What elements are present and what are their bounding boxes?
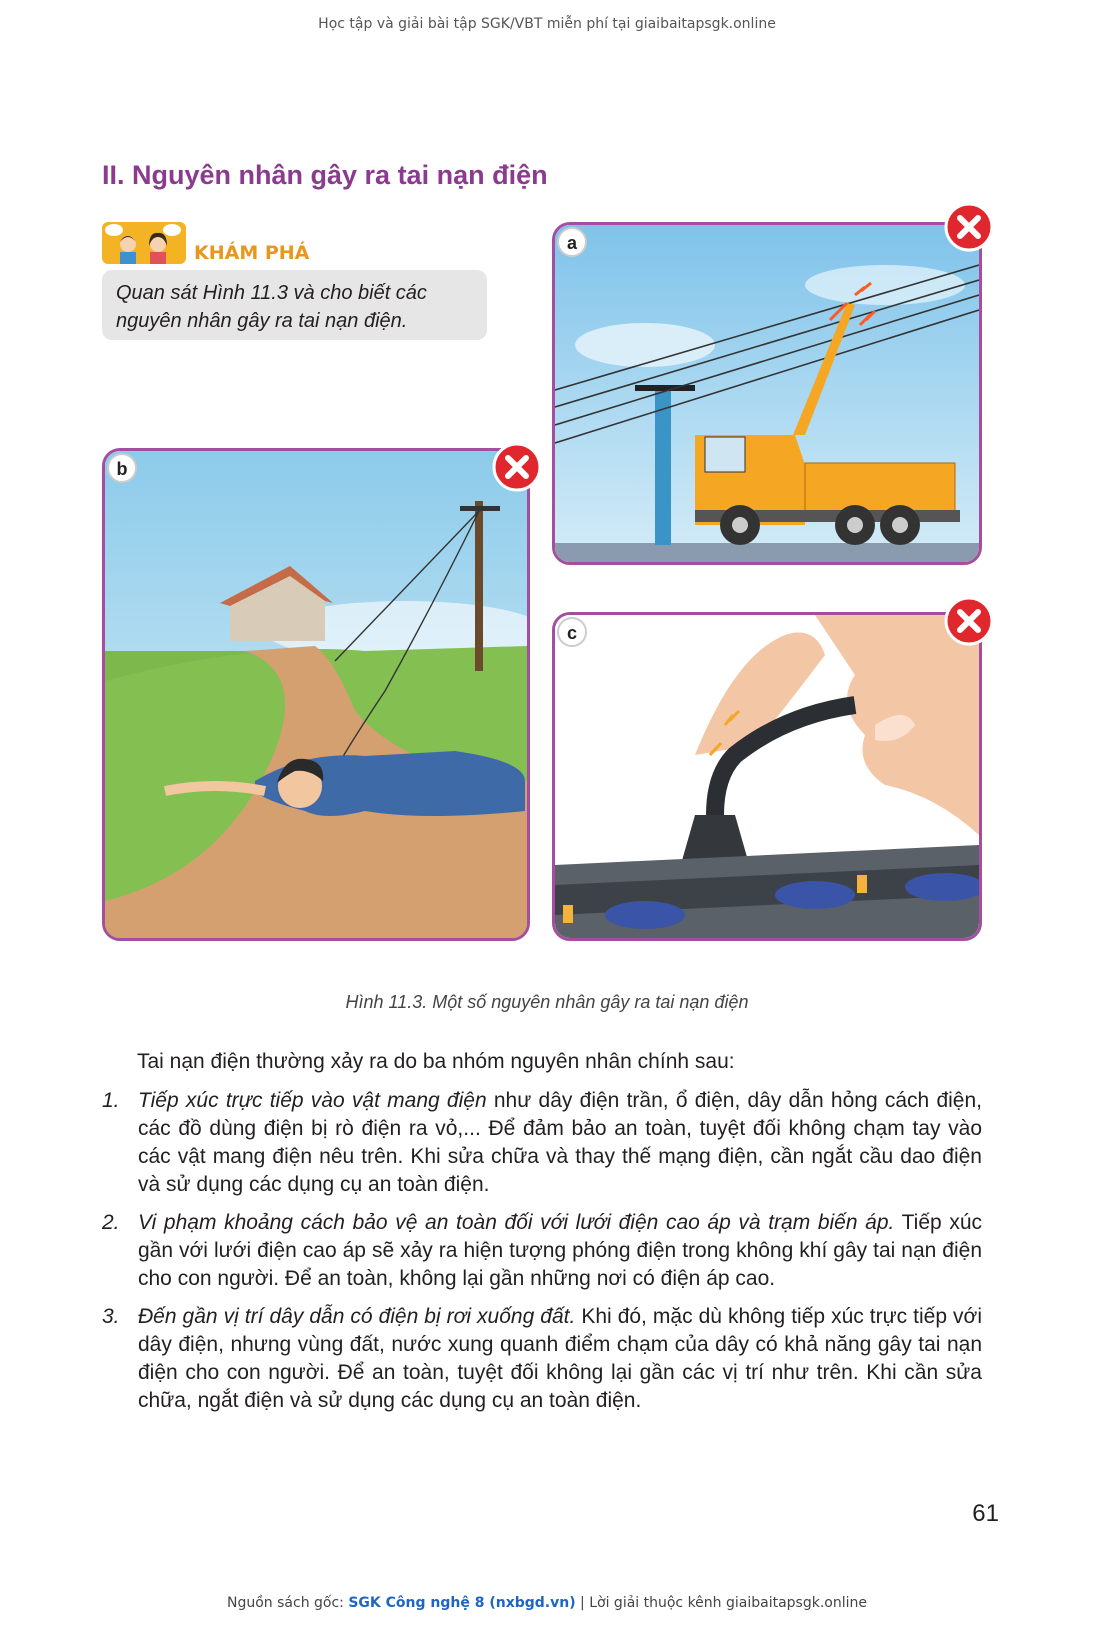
list-item-number: 3. [102, 1305, 120, 1328]
list-item-text: Tiếp xúc gần với lưới điện cao áp sẽ xảy ra hiện tượng phóng điện trong không khí gây tai nạn điện cho con người. Để an toàn, không lại gần những nơi có điện áp cao. [138, 1211, 982, 1290]
damaged-cable-socket-illustration [555, 615, 979, 938]
list-item-title: Tiếp xúc trực tiếp vào vật mang điện [138, 1089, 487, 1112]
causes-list [102, 1087, 982, 1415]
list-item [102, 1303, 982, 1415]
footer-prefix: Nguồn sách gốc: [227, 1595, 349, 1611]
footer-note [0, 1595, 1094, 1611]
warning-x-icon-b [492, 442, 542, 492]
warning-x-icon-a [944, 202, 994, 252]
page-number: 61 [972, 1500, 999, 1527]
footer-book-link[interactable]: SGK Công nghệ 8 (nxbgd.vn) [348, 1595, 576, 1611]
panel-letter-c: c [557, 617, 587, 647]
list-item [102, 1209, 982, 1293]
header-note: Học tập và giải bài tập SGK/VBT miễn phí tại giaibaitapsgk.online [318, 16, 776, 32]
explore-students-icon [102, 222, 186, 264]
figure-panel-b [102, 448, 530, 941]
list-item-text: như dây điện trần, ổ điện, dây dẫn hỏng cách điện, các đồ dùng điện bị rò điện ra vỏ,... Để đảm bảo an toàn, tuyệt đối không chạm tay vào các vật mang điện nêu trên. Khi sửa chữa và thay thế mạng điện, cần ngắt cầu dao điện và sử dụng các dụng cụ an toàn điện. [138, 1089, 983, 1196]
explore-question: Quan sát Hình 11.3 và cho biết các nguyên nhân gây ra tai nạn điện. [102, 270, 487, 340]
list-item-number: 1. [102, 1089, 120, 1112]
explore-label: KHÁM PHÁ [194, 242, 310, 264]
panel-letter-b: b [107, 453, 137, 483]
power-line-crane-illustration [555, 225, 979, 562]
warning-x-icon-c [944, 596, 994, 646]
panel-letter-a: a [557, 227, 587, 257]
fallen-wire-person-illustration [105, 451, 527, 938]
figure-panel-c [552, 612, 982, 941]
list-item-title: Vi phạm khoảng cách bảo vệ an toàn đối với lưới điện cao áp và trạm biến áp. [138, 1211, 895, 1234]
footer-suffix: | Lời giải thuộc kênh giaibaitapsgk.online [575, 1595, 867, 1611]
list-item [102, 1087, 982, 1199]
section-heading: II. Nguyên nhân gây ra tai nạn điện [102, 160, 548, 190]
list-item-number: 2. [102, 1211, 120, 1234]
figure-caption: Hình 11.3. Một số nguyên nhân gây ra tai nạn điện [345, 992, 749, 1012]
figure-panel-a [552, 222, 982, 565]
intro-text: Tai nạn điện thường xảy ra do ba nhóm nguyên nhân chính sau: [137, 1050, 735, 1073]
list-item-text: Khi đó, mặc dù không tiếp xúc trực tiếp với dây điện, nhưng vùng đất, nước xung quanh điểm chạm của dây có khả năng gây tai nạn điện cho con người. Để an toàn, tuyệt đối không lại gần các vị trí như trên. Khi cần sửa chữa, ngắt điện và sử dụng các dụng cụ an toàn điện. [138, 1305, 982, 1412]
list-item-title: Đến gần vị trí dây dẫn có điện bị rơi xuống đất. [138, 1305, 576, 1328]
